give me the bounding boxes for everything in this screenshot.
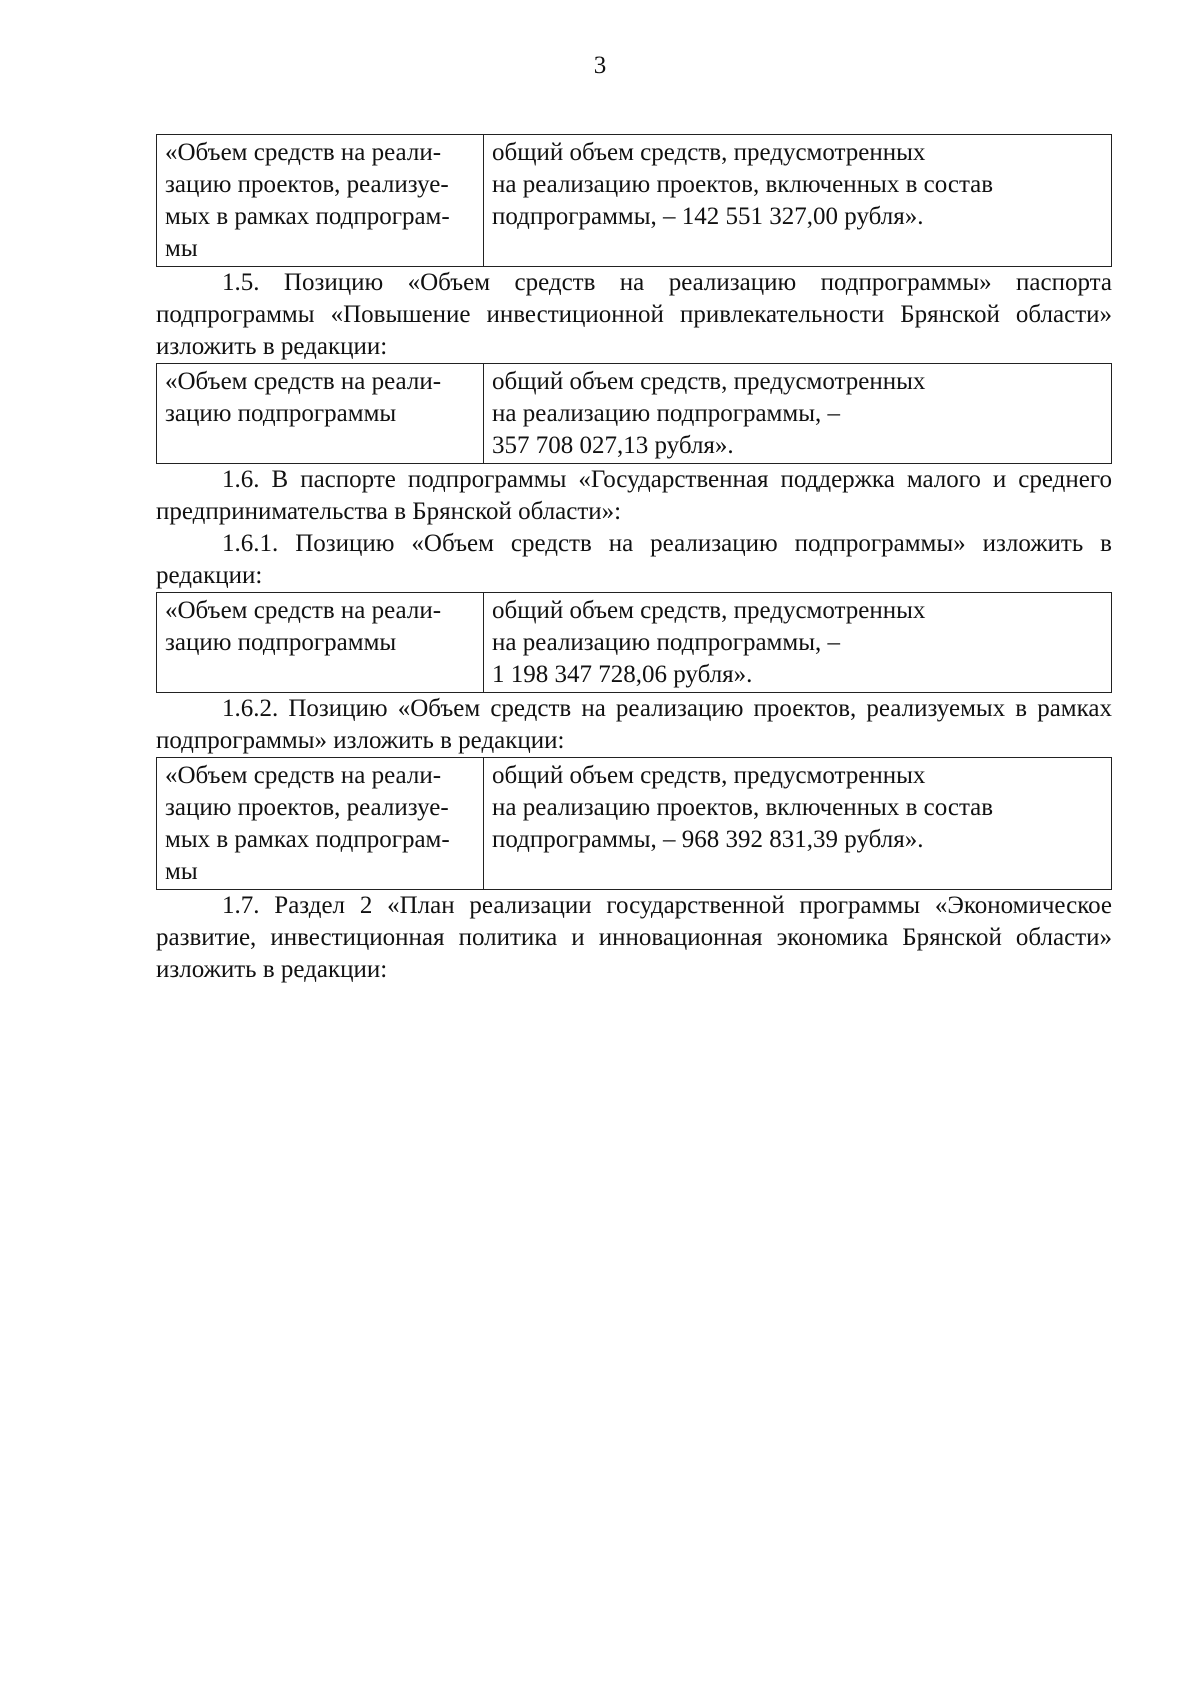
- paragraph-1-7: 1.7. Раздел 2 «План реализации государственной программы «Экономическое развитие, инвестиционная политика и инновационная экономика Брянской области» изложить в редакции:: [156, 892, 1112, 983]
- page-number: 3: [593, 52, 607, 79]
- document-body: [156, 134, 1112, 986]
- position-value-cell: общий объем средств, предусмотренных на реализацию проектов, включенных в состав подпрограммы, – 142 551 327,00 рубля».: [484, 135, 1112, 267]
- position-name-cell: «Объем средств на реали- зацию проектов, реализуе- мых в рамках подпрограм- мы: [157, 758, 484, 890]
- table-row: [157, 593, 1112, 693]
- paragraph-1-6: 1.6. В паспорте подпрограммы «Государственная поддержка малого и среднего предпринимательства в Брянской области»:: [156, 466, 1112, 525]
- paragraph-1-5: 1.5. Позицию «Объем средств на реализацию подпрограммы» паспорта подпрограммы «Повышение инвестиционной привлекательности Брянской области» изложить в редакции:: [156, 269, 1112, 360]
- table-row: [157, 135, 1112, 267]
- position-table-4: [156, 757, 1112, 890]
- position-value-cell: общий объем средств, предусмотренных на реализацию проектов, включенных в состав подпрограммы, – 968 392 831,39 рубля».: [484, 758, 1112, 890]
- position-table-1: [156, 134, 1112, 267]
- position-name-cell: «Объем средств на реали- зацию проектов, реализуе- мых в рамках подпрограм- мы: [157, 135, 484, 267]
- paragraph-1-6-2: 1.6.2. Позицию «Объем средств на реализацию проектов, реализуемых в рамках подпрограммы» изложить в редакции:: [156, 695, 1112, 754]
- position-name-cell: «Объем средств на реали- зацию подпрограммы: [157, 593, 484, 693]
- position-table-3: [156, 592, 1112, 693]
- position-name-cell: «Объем средств на реали- зацию подпрограммы: [157, 364, 484, 464]
- paragraph-1-6-1: 1.6.1. Позицию «Объем средств на реализацию подпрограммы» изложить в редакции:: [156, 530, 1112, 589]
- position-table-2: [156, 363, 1112, 464]
- table-row: [157, 758, 1112, 890]
- position-value-cell: общий объем средств, предусмотренных на реализацию подпрограммы, – 357 708 027,13 рубля».: [484, 364, 1112, 464]
- position-value-cell: общий объем средств, предусмотренных на реализацию подпрограммы, – 1 198 347 728,06 рубля».: [484, 593, 1112, 693]
- table-row: [157, 364, 1112, 464]
